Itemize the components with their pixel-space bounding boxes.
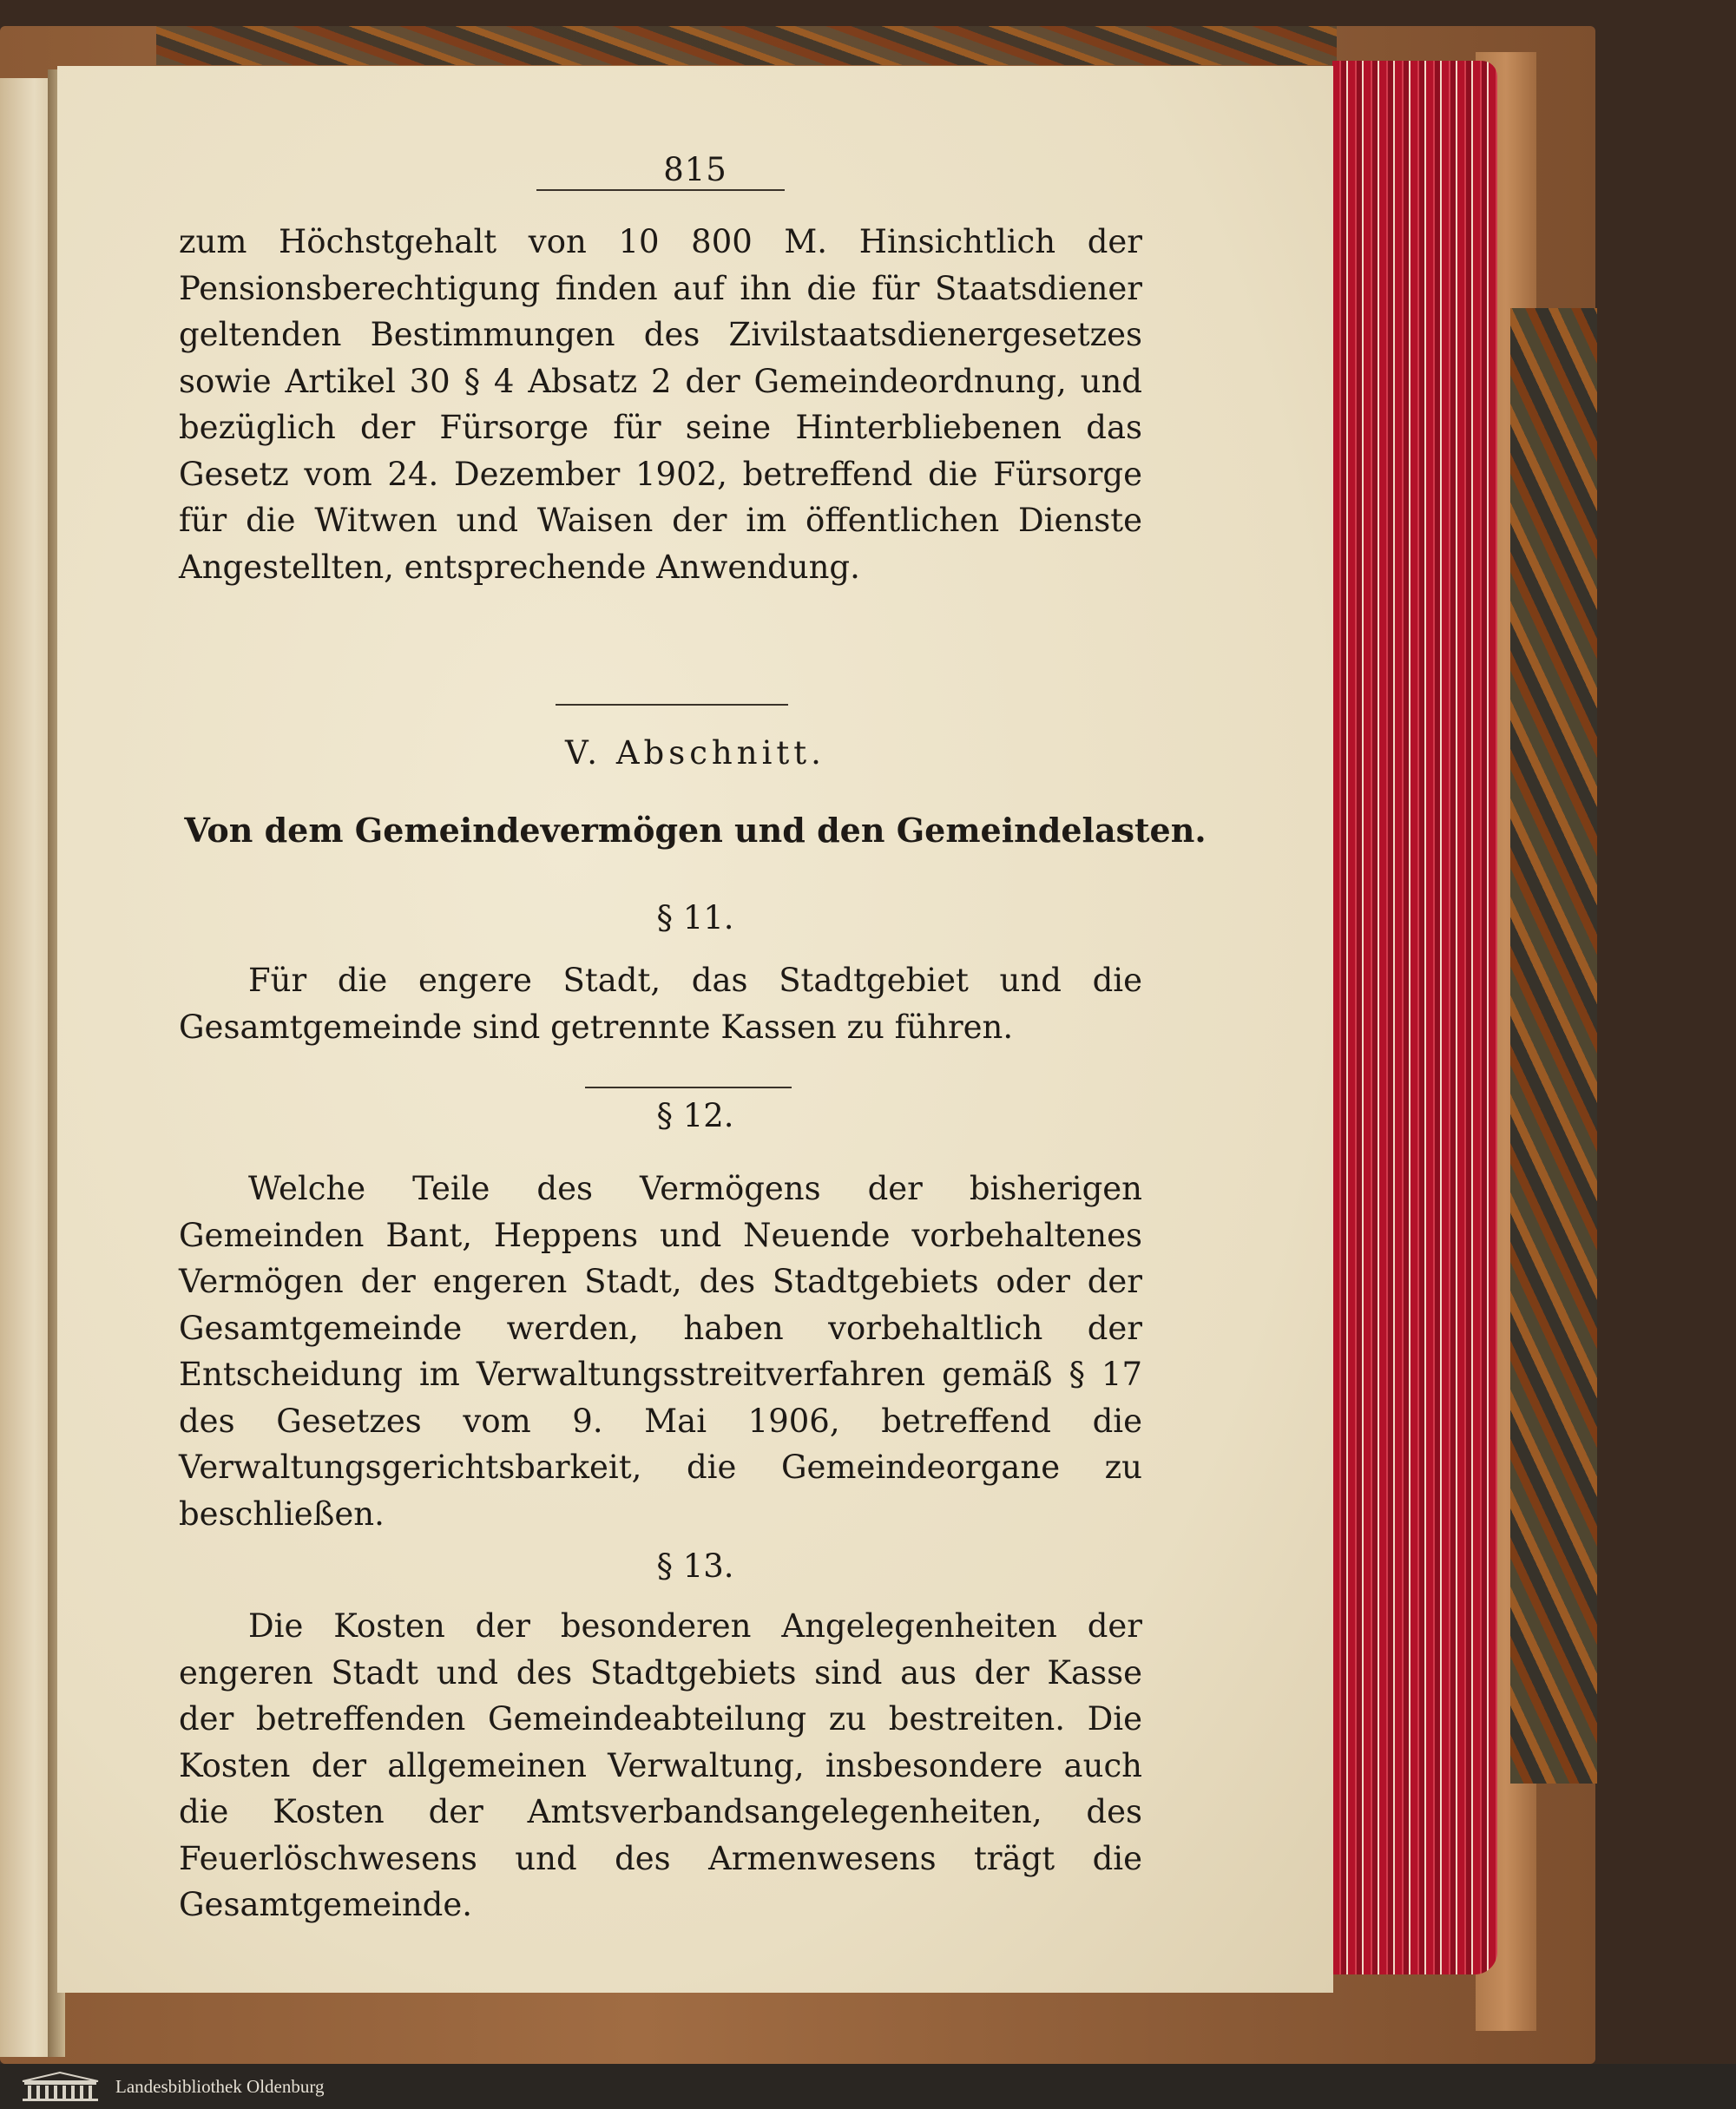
footer-bar [0,2064,1736,2109]
section-heading: § 12. [656,1097,734,1134]
page-number: 815 [663,151,727,188]
section-divider [556,704,788,706]
paragraph-continuation: zum Höchstgehalt von 10 800 M. Hinsichtlich der Pensionsberechtigung finden auf ihn die für Staatsdiener geltenden Bestimmungen des Zivilstaatsdienergesetzes sowie Artikel 30 § 4 Absatz 2 der Gemeindeordnung, und bezüglich der Fürsorge für seine Hinterbliebenen das Gesetz vom 24. Dezember 1902, betreffend die Fürsorge für die Witwen und Waisen der im öffentlichen Dienste Angestellten, entsprechende Anwendung. [179,223,1142,586]
section-text: Für die engere Stadt, das Stadtgebiet und die Gesamtgemeinde sind getrennte Kassen zu führen. [179,962,1142,1046]
red-page-edges [1332,61,1497,1974]
section-text: Welche Teile des Vermögens der bisherigen Gemeinden Bant, Heppens und Neuende vorbehaltenes Vermögen der engeren Stadt, des Stadtgebiets oder der Gesamtgemeinde werden, haben vorbehaltlich der Entscheidung im Verwaltungsstreitverfahren gemäß § 17 des Gesetzes vom 9. Mai 1906, betreffend die Verwaltungsgerichtsbarkeit, die Gemeindeorgane zu beschließen. [179,1170,1142,1533]
marbled-cover-right [1510,308,1597,1784]
section-heading: § 13. [656,1547,734,1585]
section-text: Die Kosten der besonderen Angelegenheiten der engeren Stadt und des Stadtgebiets sind aus der Kasse der betreffenden Gemeindeabteilung zu bestreiten. Die Kosten der allgemeinen Verwaltung, insbesondere auch die Kosten der Amtsverbandsangelegenheiten, des Feuerlöschwesens und des Armenwesens trägt die Gesamtgemeinde. [179,1607,1142,1923]
chapter-title: Von dem Gemeindevermögen und den Gemeindelasten. [184,811,1207,850]
chapter-heading: V. Abschnitt. [565,734,825,772]
section-divider [585,1087,792,1088]
library-name: Landesbibliothek Oldenburg [115,2075,325,2097]
book-page [57,66,1333,1993]
library-building-icon [19,2071,102,2102]
marbled-cover-top [156,26,1337,65]
section-heading: § 11. [656,899,734,936]
header-rule [536,189,785,191]
